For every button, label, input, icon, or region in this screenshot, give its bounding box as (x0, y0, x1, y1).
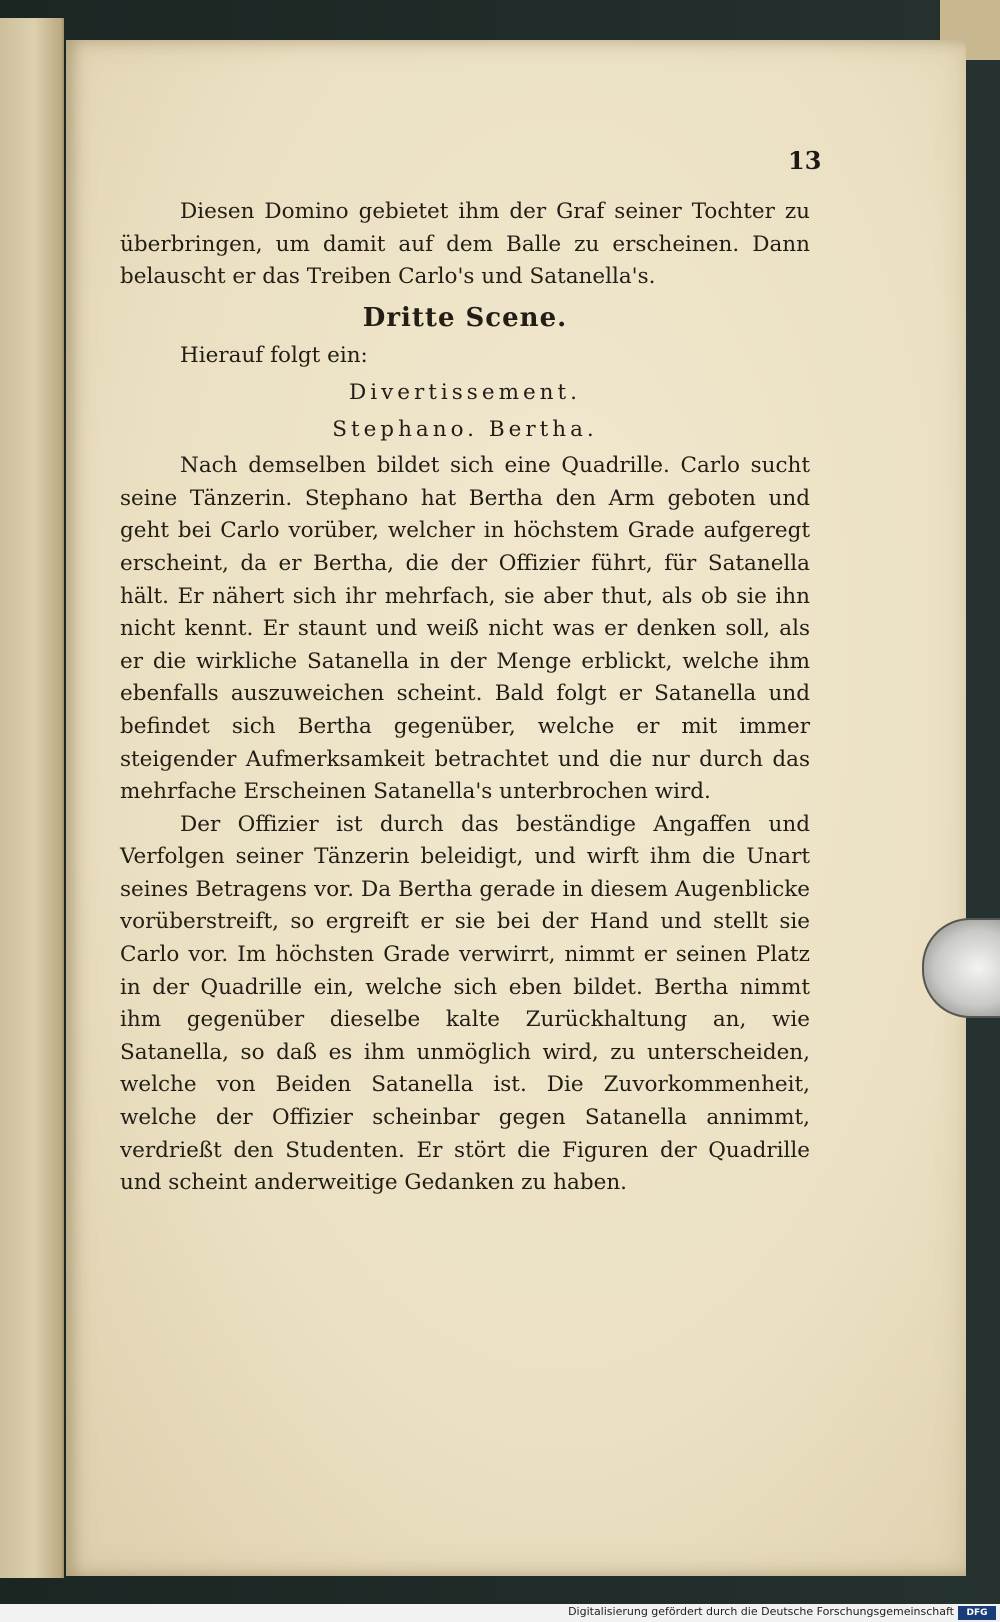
divertissement-line: Divertissement. (349, 379, 581, 405)
intro-line: Hierauf folgt ein: (180, 343, 368, 369)
paragraph-1: Diesen Domino gebietet ihm der Graf seiner Tochter zu überbringen, um damit auf dem Balle zu erscheinen. Dann belauscht er das Treiben Carlo's und Satanella's. (120, 199, 810, 290)
scene-heading: Dritte Scene. (362, 302, 568, 333)
page-body (120, 196, 810, 1200)
left-page-edge (0, 18, 64, 1578)
page-number: 13 (788, 146, 822, 175)
paragraph-2: Nach demselben bildet sich eine Quadrille. Carlo sucht seine Tänzerin. Stephano hat Bertha den Arm geboten und geht bei Carlo vorüber, welcher in höchstem Grade aufgeregt erscheint, da er Bertha, die der Offizier führt, für Satanella hält. Er nähert sich ihr mehrfach, sie aber thut, als ob sie ihn nicht kennt. Er staunt und weiß nicht was er denken soll, als er die wirkliche Satanella in der Menge erblickt, welche ihm ebenfalls auszuweichen scheint. Bald folgt er Satanella und befindet sich Bertha gegenüber, welche er mit immer steigender Aufmerksamkeit betrachtet und die nur durch das mehrfache Erscheinen Satanella's unterbrochen wird. (120, 453, 810, 805)
dfg-logo-icon: DFG (958, 1606, 996, 1620)
footer-credit: Digitalisierung gefördert durch die Deutsche Forschungsgemeinschaft (568, 1605, 954, 1618)
paragraph-3: Der Offizier ist durch das beständige Angaffen und Verfolgen seiner Tänzerin beleidigt, und wirft ihm die Unart seines Betragens vor. Da Bertha gerade in diesem Augenblicke vorüberstreift, so ergreift er sie bei der Hand und stellt sie Carlo vor. Im höchsten Grade verwirrt, nimmt er seinen Platz in der Quadrille ein, welche sich eben bildet. Bertha nimmt ihm gegenüber dieselbe kalte Zurückhaltung an, wie Satanella, so daß es ihm unmöglich wird, zu unterscheiden, welche von Beiden Satanella ist. Die Zuvorkommenheit, welche der Offizier scheinbar gegen Satanella annimmt, verdrießt den Studenten. Er stört die Figuren der Quadrille und scheint anderweitige Gedanken zu haben. (120, 811, 810, 1196)
characters-line: Stephano. Bertha. (332, 416, 598, 442)
